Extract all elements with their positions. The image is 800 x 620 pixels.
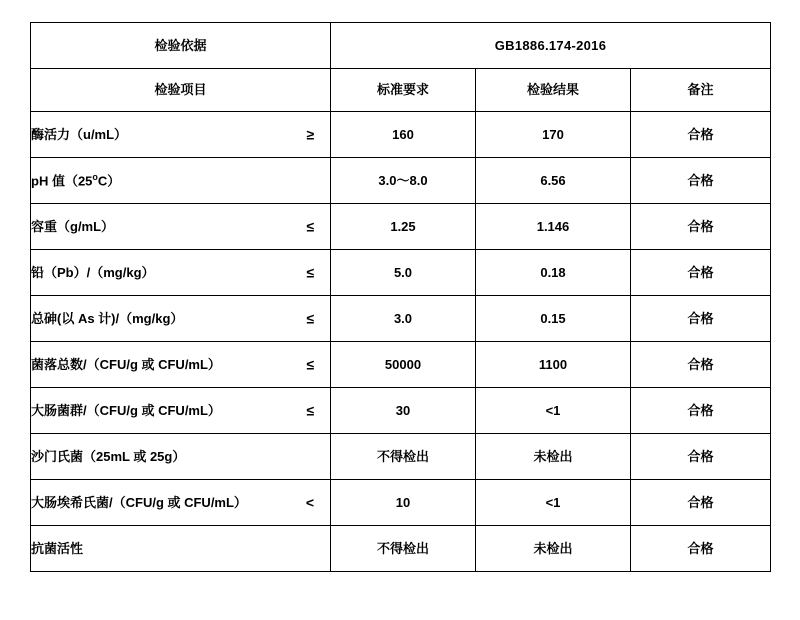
row-note: 合格: [631, 296, 771, 342]
row-note: 合格: [631, 388, 771, 434]
table-row: [31, 480, 771, 526]
table-row: [31, 434, 771, 480]
row-result: 6.56: [476, 158, 631, 204]
row-standard: 50000: [331, 342, 476, 388]
basis-value: GB1886.174-2016: [331, 23, 771, 69]
header-note: 备注: [631, 69, 771, 112]
table-row: [31, 526, 771, 572]
row-item-name: 菌落总数/（CFU/g 或 CFU/mL） ≤: [31, 342, 331, 388]
inspection-report-table: [30, 22, 771, 572]
header-standard: 标准要求: [331, 69, 476, 112]
row-standard: 30: [331, 388, 476, 434]
row-result: 1.146: [476, 204, 631, 250]
row-result: 0.15: [476, 296, 631, 342]
table-row: [31, 204, 771, 250]
comparison-symbol: ≤: [306, 310, 314, 327]
ph-label-suffix: C）: [97, 173, 121, 189]
row-note: 合格: [631, 158, 771, 204]
comparison-symbol: ≥: [306, 126, 314, 143]
row-note: 合格: [631, 204, 771, 250]
row-item-name: 容重（g/mL） ≤: [31, 204, 331, 250]
table-row: [31, 250, 771, 296]
comparison-symbol: ≤: [306, 264, 314, 281]
table-row: [31, 158, 771, 204]
row-item-name: 大肠菌群/（CFU/g 或 CFU/mL） ≤: [31, 388, 331, 434]
comparison-symbol: <: [305, 494, 314, 511]
row-note: 合格: [631, 434, 771, 480]
row-result: <1: [476, 480, 631, 526]
row-note: 合格: [631, 342, 771, 388]
row-note: 合格: [631, 480, 771, 526]
comparison-symbol: ≤: [306, 356, 314, 373]
row-item-name: 沙门氏菌（25mL 或 25g）: [31, 434, 331, 480]
row-standard: 160: [331, 112, 476, 158]
row-item-name: 抗菌活性: [31, 526, 331, 572]
row-note: 合格: [631, 250, 771, 296]
row-item-name: 铅（Pb）/（mg/kg） ≤: [31, 250, 331, 296]
row-result: 未检出: [476, 526, 631, 572]
table-row-basis: [31, 23, 771, 69]
row-result: 0.18: [476, 250, 631, 296]
table-row: [31, 342, 771, 388]
header-item: 检验项目: [31, 69, 331, 112]
table-header-row: [31, 69, 771, 112]
row-result: 170: [476, 112, 631, 158]
row-result: <1: [476, 388, 631, 434]
row-standard: 5.0: [331, 250, 476, 296]
row-standard: 不得检出: [331, 434, 476, 480]
row-item-name: [31, 158, 331, 204]
basis-label: 检验依据: [31, 23, 331, 69]
row-note: 合格: [631, 526, 771, 572]
row-result: 1100: [476, 342, 631, 388]
ph-label-prefix: pH 值（25: [31, 173, 93, 189]
table-row: [31, 388, 771, 434]
row-item-name: 总砷(以 As 计)/（mg/kg） ≤: [31, 296, 331, 342]
comparison-symbol: ≤: [306, 218, 314, 235]
row-item-name: 酶活力（u/mL） ≥: [31, 112, 331, 158]
row-note: 合格: [631, 112, 771, 158]
row-standard: 不得检出: [331, 526, 476, 572]
table-row: [31, 296, 771, 342]
row-result: 未检出: [476, 434, 631, 480]
row-standard: 10: [331, 480, 476, 526]
row-standard: 3.0: [331, 296, 476, 342]
row-standard: 1.25: [331, 204, 476, 250]
comparison-symbol: ≤: [306, 402, 314, 419]
degree-symbol: o: [92, 172, 98, 183]
table-row: [31, 112, 771, 158]
row-standard: 3.0～8.0: [331, 158, 476, 204]
row-item-name: 大肠埃希氏菌/（CFU/g 或 CFU/mL） <: [31, 480, 331, 526]
header-result: 检验结果: [476, 69, 631, 112]
